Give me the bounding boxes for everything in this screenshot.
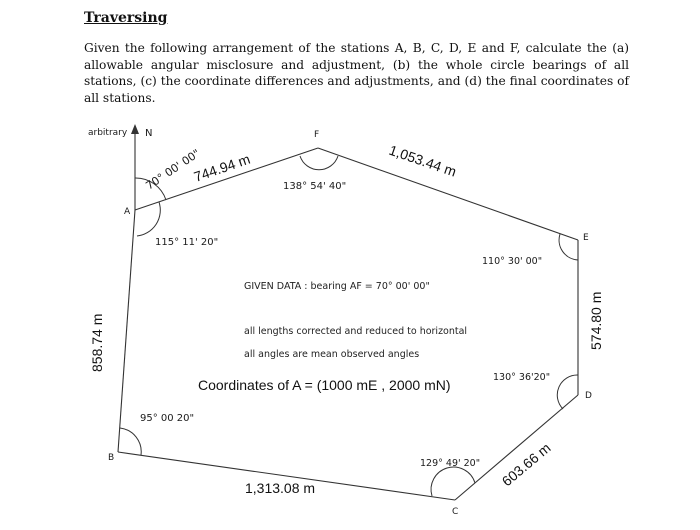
north-label: N [145, 128, 153, 139]
angle-d: 130° 36'20" [493, 372, 551, 383]
bearing-af-label: 70° 00' 00" [143, 146, 203, 193]
note-angles: all angles are mean observed angles [244, 349, 420, 360]
line-ba [118, 210, 135, 452]
length-ba: 858.74 m [89, 313, 105, 372]
station-d: D [585, 391, 592, 401]
angle-a: 115° 11' 20" [155, 237, 219, 248]
station-e: E [583, 233, 589, 243]
length-cb: 1,313.08 m [245, 480, 316, 496]
arc-angle-f [300, 156, 338, 170]
length-af: 744.94 m [191, 150, 253, 185]
given-data: GIVEN DATA : bearing AF = 70° 00' 00" [244, 281, 430, 292]
station-a: A [124, 207, 131, 217]
length-ed: 574.80 m [588, 291, 604, 350]
arbitrary-label: arbitrary [88, 128, 128, 138]
angle-b: 95° 00 20" [140, 413, 195, 424]
problem-statement: Given the following arrangement of the stations A, B, C, D, E and F, calculate the (a) allowable angular misclosure and adjustment, (b) the whole circle bearings of all stations, (c) the coordinate differences and adjustments, and (d) the final coordinates of all stations. [84, 41, 629, 105]
angle-c: 129° 49' 20" [420, 458, 481, 469]
angle-f: 138° 54' 40" [283, 181, 347, 192]
arc-angle-a [137, 202, 160, 236]
length-fe: 1,053.44 m [387, 141, 459, 180]
station-b: B [108, 453, 115, 463]
arc-angle-c [431, 467, 475, 496]
north-arrow-head [131, 124, 139, 134]
arc-angle-e [559, 234, 578, 260]
note-lengths: all lengths corrected and reduced to horizontal [244, 326, 468, 337]
coordinates-of-a: Coordinates of A = (1000 mE , 2000 mN) [198, 377, 451, 393]
station-f: F [314, 130, 320, 140]
arc-angle-b [120, 428, 141, 455]
angle-e: 110° 30' 00" [482, 256, 543, 267]
page-title: Traversing [84, 10, 168, 26]
line-dc [455, 395, 578, 500]
station-c: C [452, 507, 459, 517]
length-dc: 603.66 m [498, 439, 554, 490]
